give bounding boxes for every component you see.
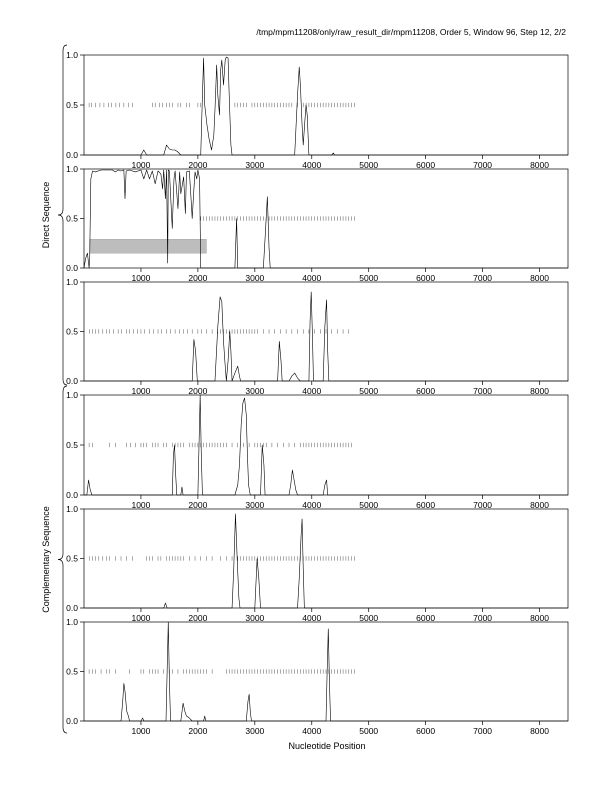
x-axis-title: Nucleotide Position [288, 741, 366, 751]
panel-6 [66, 617, 568, 736]
x-tick-label: 2000 [188, 500, 208, 510]
x-tick-label: 5000 [359, 726, 379, 736]
x-tick-label: 3000 [245, 160, 265, 170]
x-tick-label: 4000 [302, 726, 322, 736]
x-tick-label: 2000 [188, 386, 208, 396]
y-tick-label: 0.5 [66, 100, 78, 110]
y-tick-label: 0.5 [66, 666, 78, 677]
x-tick-label: 4000 [302, 386, 322, 396]
x-tick-label: 1000 [131, 613, 151, 623]
y-tick-label: 1.0 [66, 617, 78, 627]
x-tick-label: 7000 [473, 726, 493, 736]
y-tick-label: 1.0 [66, 277, 78, 287]
y-tick-label: 1.0 [66, 164, 78, 174]
x-tick-label: 5000 [359, 386, 379, 396]
x-tick-label: 5000 [359, 500, 379, 510]
x-tick-label: 1000 [131, 726, 151, 736]
y-tick-label: 0.0 [66, 716, 78, 726]
x-tick-label: 7000 [473, 160, 493, 170]
x-tick-label: 4000 [302, 613, 322, 623]
x-tick-label: 2000 [188, 273, 208, 283]
x-tick-label: 3000 [245, 273, 265, 283]
x-tick-label: 3000 [245, 386, 265, 396]
group-label: Complementary Sequence [41, 506, 51, 613]
x-tick-label: 6000 [416, 500, 436, 510]
x-tick-label: 5000 [359, 273, 379, 283]
x-tick-label: 1000 [131, 273, 151, 283]
x-tick-label: 4000 [302, 500, 322, 510]
x-tick-label: 5000 [359, 160, 379, 170]
x-tick-label: 8000 [530, 273, 549, 283]
x-tick-label: 2000 [188, 160, 208, 170]
panel-1 [66, 50, 568, 170]
x-tick-label: 7000 [473, 500, 493, 510]
x-tick-label: 6000 [416, 726, 436, 736]
x-tick-label: 1000 [131, 500, 151, 510]
x-tick-label: 8000 [530, 500, 549, 510]
x-tick-label: 6000 [416, 273, 436, 283]
x-tick-label: 8000 [530, 160, 549, 170]
x-tick-label: 7000 [473, 613, 493, 623]
y-tick-label: 1.0 [66, 390, 78, 400]
y-tick-label: 1.0 [66, 50, 78, 60]
group-labels-container [41, 45, 67, 733]
x-tick-label: 1000 [131, 160, 151, 170]
x-tick-label: 1000 [131, 386, 151, 396]
x-tick-label: 2000 [188, 613, 208, 623]
x-tick-label: 4000 [302, 273, 322, 283]
x-tick-label: 3000 [245, 500, 265, 510]
y-tick-label: 0.0 [66, 263, 78, 273]
x-tick-label: 6000 [416, 386, 436, 396]
figure-header: /tmp/mpm11208/only/raw_result_dir/mpm11208, Order 5, Window 96, Step 12, 2/2 [256, 27, 566, 37]
x-tick-label: 8000 [530, 386, 549, 396]
y-tick-label: 0.0 [66, 603, 78, 613]
x-tick-label: 8000 [530, 726, 549, 736]
y-tick-label: 0.0 [66, 150, 78, 160]
y-tick-label: 0.5 [66, 553, 78, 564]
y-tick-label: 0.5 [66, 326, 78, 337]
x-tick-label: 7000 [473, 273, 493, 283]
x-tick-label: 7000 [473, 386, 493, 396]
x-tick-label: 2000 [188, 726, 208, 736]
group-direct-sequence [41, 45, 67, 385]
group-complementary-sequence [41, 386, 67, 733]
panel-5 [66, 504, 568, 623]
series-line [84, 292, 568, 381]
y-tick-label: 0.0 [66, 490, 78, 500]
panels-container [66, 50, 568, 736]
y-tick-label: 0.0 [66, 376, 78, 386]
series-line [84, 514, 568, 608]
x-tick-label: 8000 [530, 613, 549, 623]
group-label: Direct Sequence [41, 181, 51, 249]
panel-3 [66, 277, 568, 396]
x-tick-label: 3000 [245, 726, 265, 736]
shaded-region [90, 239, 207, 253]
y-tick-label: 0.5 [66, 213, 78, 224]
panel-4 [66, 390, 568, 510]
x-tick-label: 6000 [416, 613, 436, 623]
x-tick-label: 6000 [416, 160, 436, 170]
x-tick-label: 3000 [245, 613, 265, 623]
panel-2 [66, 164, 568, 283]
y-tick-label: 0.5 [66, 440, 78, 450]
x-tick-label: 4000 [302, 160, 322, 170]
x-tick-label: 5000 [359, 613, 379, 623]
y-tick-label: 1.0 [66, 504, 78, 514]
